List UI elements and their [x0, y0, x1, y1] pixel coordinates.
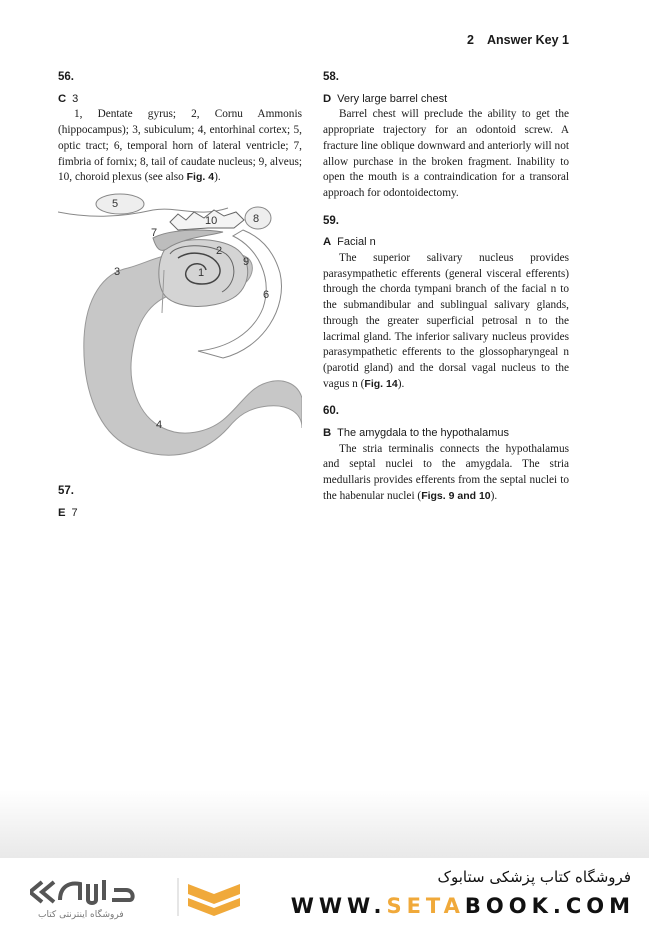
explanation-text: The superior salivary nucleus provides parasympathetic efferents (general visceral efferents) through the chorda tympani branch of the facial n to the submandibular and sublingual salivary glands, through the greater superficial petrosal n to the lacrimal gland. The inferior salivary nucleus provides parasympathetic efferents to the glossopharyngeal n (parotid gland) and the dorsal vagal nucleus to the vagus n ( — [323, 252, 569, 390]
explanation-text: 1, Dentate gyrus; 2, Cornu Ammonis (hippocampus); 3, subiculum; 4, entorhinal cortex; 5, optic tract; 6, temporal horn of lateral ventricle; 7, fimbria of fornix; 8, tail of caudate nucleus; 9, alveus; 10, choroid plexus (see also — [58, 108, 302, 184]
question-56 — [58, 70, 302, 186]
url-suffix: BOOK.COM — [464, 894, 635, 918]
right-column — [323, 70, 569, 517]
answer-text: The amygdala to the hypothalamus — [337, 427, 509, 440]
section-title: Answer Key 1 — [487, 33, 569, 47]
question-number: 56. — [58, 71, 74, 83]
label-8: 8 — [253, 213, 260, 225]
label-1: 1 — [198, 267, 205, 279]
page-bottom-shadow — [0, 790, 649, 860]
logo-wordmark — [60, 880, 133, 903]
answer-letter: B — [323, 427, 332, 440]
label-3: 3 — [114, 266, 121, 278]
explanation-tail: ). — [397, 377, 405, 390]
logo-chevron-2 — [42, 882, 54, 902]
shop-name: فروشگاه کتاب پزشکی ستابوک — [437, 868, 631, 886]
explanation-tail: ). — [490, 489, 498, 502]
explanation — [323, 251, 569, 392]
label-2: 2 — [216, 245, 223, 257]
setabook-logo[interactable] — [30, 874, 260, 924]
url-accent: SETA — [386, 894, 465, 918]
answer-letter: A — [323, 236, 332, 249]
figure-ref: Figs. 9 and 10 — [421, 489, 491, 502]
explanation-tail: ). — [214, 171, 221, 184]
shop-url-link[interactable] — [291, 894, 635, 918]
label-7: 7 — [151, 227, 158, 239]
label-6: 6 — [263, 289, 270, 301]
question-59 — [323, 214, 569, 393]
label-10: 10 — [205, 215, 218, 227]
explanation — [58, 107, 302, 186]
hippocampus-figure — [58, 188, 302, 478]
hippocampus-diagram — [58, 188, 302, 478]
optic-tract-shape — [96, 194, 144, 214]
answer-text: 3 — [72, 92, 79, 105]
answer-text: Very large barrel chest — [337, 92, 448, 105]
question-57 — [58, 483, 302, 521]
question-number: 59. — [323, 214, 339, 227]
page-header — [467, 33, 569, 47]
question-60 — [323, 404, 569, 504]
left-column — [58, 70, 302, 198]
explanation-text: The stria terminalis connects the hypothalamus and septal nuclei to the amygdala. The stria medullaris provides efferents from the septal nuclei to the habenular nuclei ( — [323, 442, 569, 502]
explanation: Barrel chest will preclude the ability to get the appropriate trajectory for an odontoid screw. A fracture line oblique downward and anteriorly will not allow purchase in the broken fragment. Inability to open the mouth is a contraindication for a transoral approach for odontoidectomy. — [323, 108, 569, 199]
answer-text: 7 — [71, 507, 78, 519]
question-number: 60. — [323, 405, 339, 418]
answer-line — [323, 92, 569, 108]
answer-line — [58, 505, 302, 521]
answer-line — [323, 426, 569, 442]
question-number: 57. — [58, 485, 74, 497]
question-58 — [323, 70, 569, 202]
url-prefix: WWW. — [290, 894, 387, 918]
answer-letter: E — [58, 507, 66, 519]
answer-text: Facial n — [337, 236, 376, 249]
figure-ref: Fig. 14 — [364, 377, 398, 390]
page-number: 2 — [467, 33, 474, 47]
figure-ref: Fig. 4 — [186, 171, 215, 184]
answer-letter: C — [58, 92, 67, 105]
label-9: 9 — [243, 256, 250, 268]
outline-curve — [58, 208, 228, 216]
label-5: 5 — [112, 198, 119, 210]
book-icon-top — [188, 884, 240, 904]
explanation — [323, 442, 569, 505]
question-number: 58. — [323, 71, 339, 83]
label-4: 4 — [156, 419, 163, 431]
answer-line — [323, 235, 569, 251]
footer-banner — [0, 858, 649, 930]
answer-letter: D — [323, 92, 332, 105]
logo-subtitle: فروشگاه اینترنتی کتاب — [38, 910, 124, 920]
answer-line — [58, 92, 302, 108]
